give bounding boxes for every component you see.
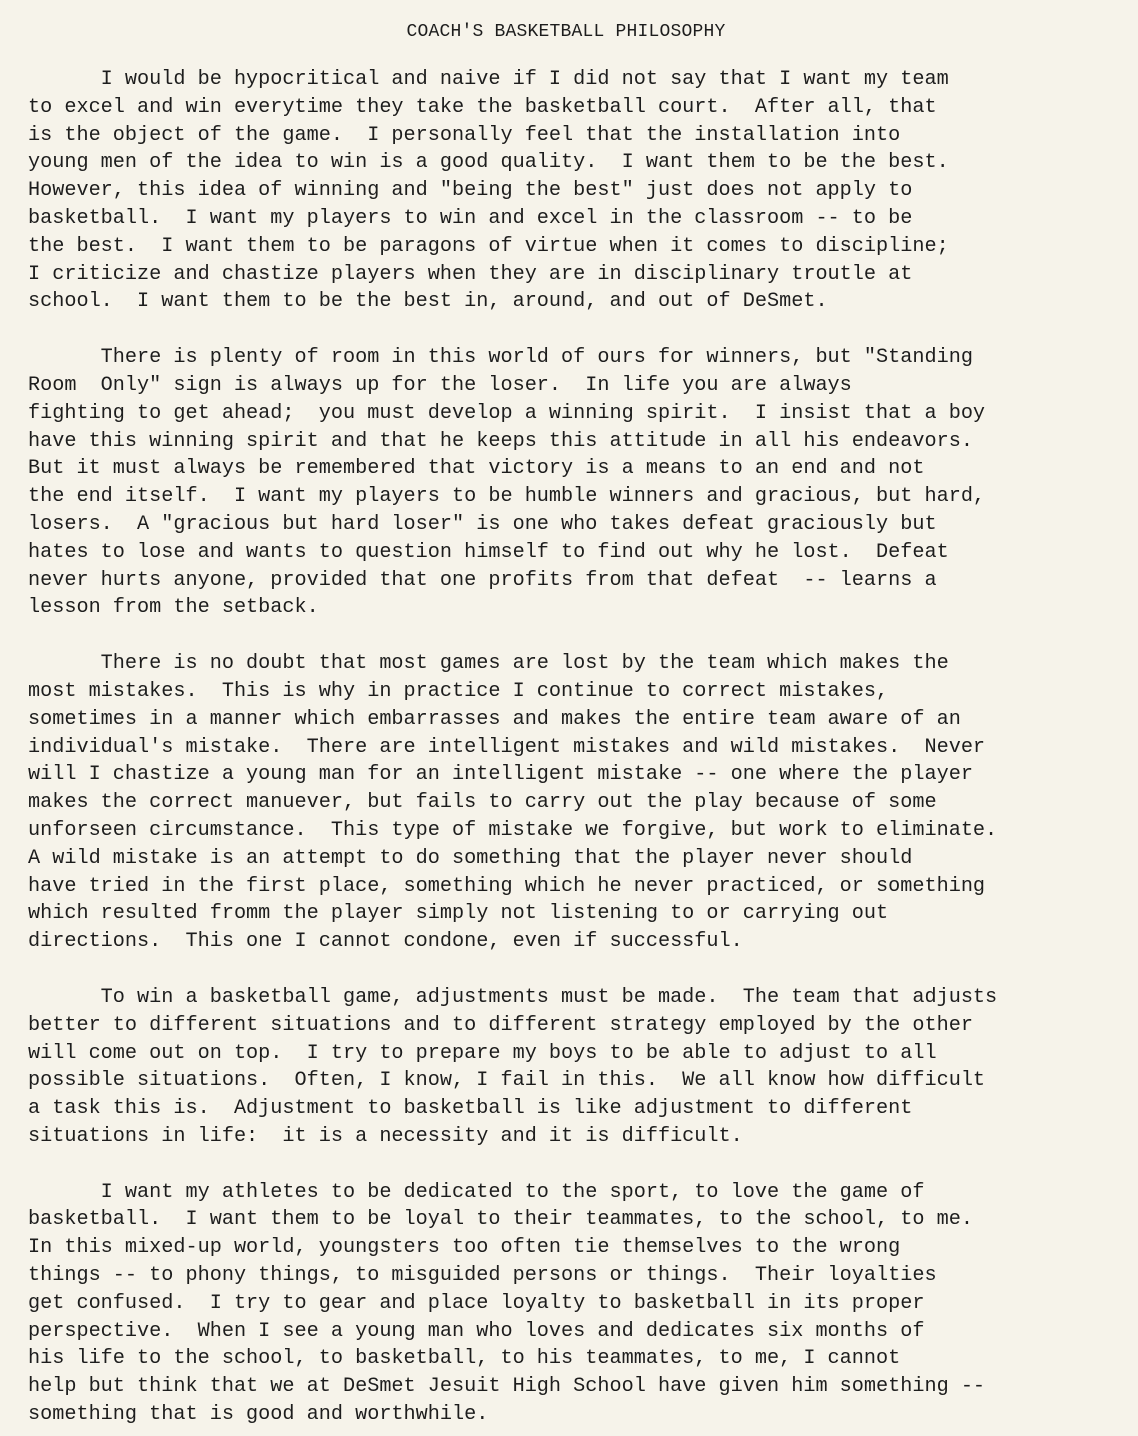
text-line: makes the correct manuever, but fails to carry out the play because of some <box>28 791 937 815</box>
text-line: things -- to phony things, to misguided persons or things. Their loyalties <box>28 1264 937 1288</box>
text-line: have tried in the first place, something which he never practiced, or something <box>28 874 986 898</box>
text-line: lesson from the setback. <box>28 596 319 620</box>
text-line: situations in life: it is a necessity and it is difficult. <box>28 1124 743 1148</box>
text-line: However, this idea of winning and "being the best" just does not apply to <box>28 179 913 203</box>
paragraph <box>28 1179 1104 1429</box>
text-line: his life to the school, to basketball, to his teammates, to me, I cannot <box>28 1347 901 1371</box>
paragraph <box>28 344 1104 622</box>
text-line: most mistakes. This is why in practice I continue to correct mistakes, <box>28 679 889 703</box>
text-line: get confused. I try to gear and place loyalty to basketball in its proper <box>28 1291 925 1315</box>
text-line: unforseen circumstance. This type of mistake we forgive, but work to eliminate. <box>28 818 998 842</box>
text-line: There is plenty of room in this world of ours for winners, but "Standing <box>28 346 973 370</box>
text-line: losers. A "gracious but hard loser" is one who takes defeat graciously but <box>28 512 937 536</box>
text-line: I want my athletes to be dedicated to the sport, to love the game of <box>28 1180 925 1204</box>
text-line: directions. This one I cannot condone, even if successful. <box>28 930 743 954</box>
text-line: individual's mistake. There are intelligent mistakes and wild mistakes. Never <box>28 735 986 759</box>
text-line: In this mixed-up world, youngsters too often tie themselves to the wrong <box>28 1236 901 1260</box>
paragraph <box>28 650 1104 956</box>
text-line: will come out on top. I try to prepare my boys to be able to adjust to all <box>28 1041 937 1065</box>
text-line: basketball. I want my players to win and excel in the classroom -- to be <box>28 206 913 230</box>
text-line: better to different situations and to different strategy employed by the other <box>28 1013 973 1037</box>
text-line: basketball. I want them to be loyal to their teammates, to the school, to me. <box>28 1208 973 1232</box>
text-line: A wild mistake is an attempt to do something that the player never should <box>28 846 913 870</box>
text-line: to excel and win everytime they take the basketball court. After all, that <box>28 95 937 119</box>
text-line: help but think that we at DeSmet Jesuit High School have given him something -- <box>28 1375 986 1399</box>
text-line: the end itself. I want my players to be humble winners and gracious, but hard, <box>28 485 986 509</box>
text-line: will I chastize a young man for an intelligent mistake -- one where the player <box>28 763 973 787</box>
text-line: the best. I want them to be paragons of virtue when it comes to discipline; <box>28 234 949 258</box>
text-line: I would be hypocritical and naive if I did not say that I want my team <box>28 68 949 91</box>
text-line: There is no doubt that most games are lost by the team which makes the <box>28 652 949 676</box>
document-title: COACH'S BASKETBALL PHILOSOPHY <box>406 22 726 42</box>
text-line: But it must always be remembered that victory is a means to an end and not <box>28 457 925 481</box>
text-line: a task this is. Adjustment to basketball is like adjustment to different <box>28 1097 913 1121</box>
paragraph <box>28 984 1104 1151</box>
document-body <box>28 66 1104 1429</box>
text-line: perspective. When I see a young man who loves and dedicates six months of <box>28 1319 925 1343</box>
text-line: hates to lose and wants to question himself to find out why he lost. Defeat <box>28 540 949 564</box>
text-line: young men of the idea to win is a good quality. I want them to be the best. <box>28 151 949 175</box>
text-line: fighting to get ahead; you must develop a winning spirit. I insist that a boy <box>28 401 986 425</box>
text-line: which resulted fromm the player simply not listening to or carrying out <box>28 902 889 926</box>
text-line: Room Only" sign is always up for the loser. In life you are always <box>28 373 852 397</box>
text-line: have this winning spirit and that he keeps this attitude in all his endeavors. <box>28 429 973 453</box>
text-line: I criticize and chastize players when they are in disciplinary troutle at <box>28 262 913 286</box>
text-line: sometimes in a manner which embarrasses and makes the entire team aware of an <box>28 707 961 731</box>
text-line: something that is good and worthwhile. <box>28 1403 489 1427</box>
text-line: possible situations. Often, I know, I fail in this. We all know how difficult <box>28 1069 986 1093</box>
text-line: never hurts anyone, provided that one profits from that defeat -- learns a <box>28 568 937 592</box>
text-line: To win a basketball game, adjustments must be made. The team that adjusts <box>28 985 998 1009</box>
paragraph <box>28 66 1104 316</box>
text-line: school. I want them to be the best in, around, and out of DeSmet. <box>28 290 828 314</box>
text-line: is the object of the game. I personally feel that the installation into <box>28 123 901 147</box>
